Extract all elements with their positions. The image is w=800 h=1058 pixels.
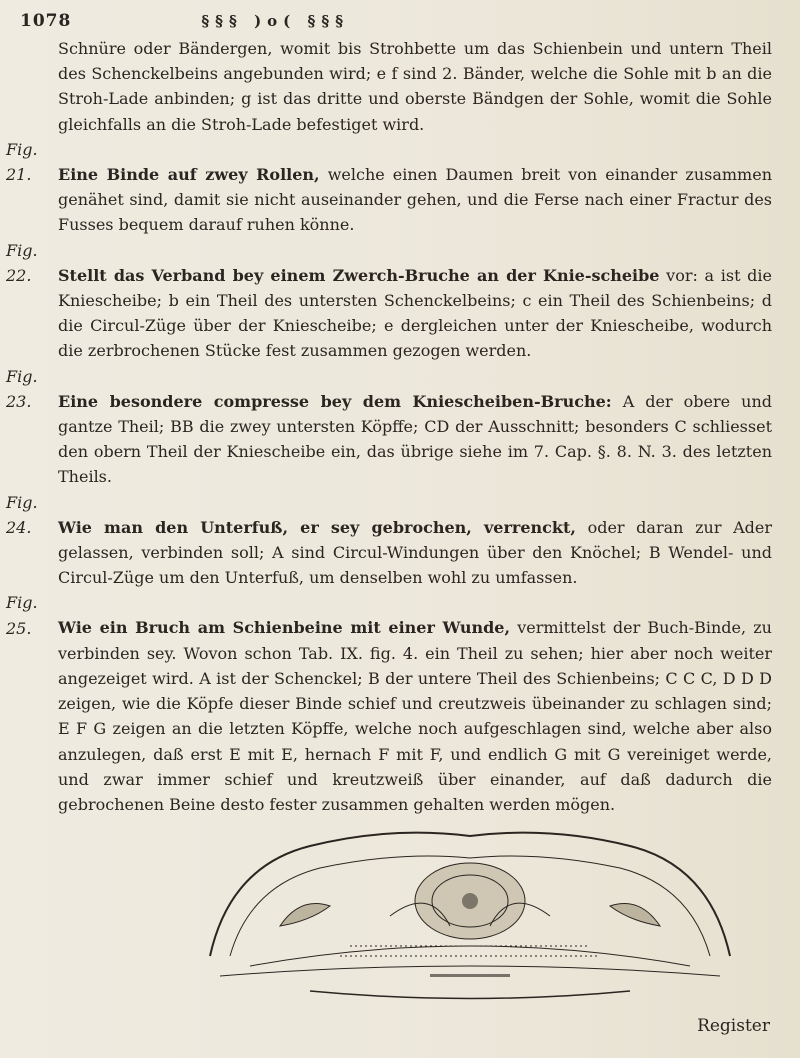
paragraph-fig-22	[6, 238, 772, 364]
figure-label: Fig. 21.	[6, 139, 38, 185]
figure-label: Fig. 23.	[6, 366, 38, 411]
engraved-ornament-plate	[190, 806, 750, 1016]
page-number: 1078	[20, 11, 72, 31]
body-text	[6, 36, 773, 817]
page-header	[20, 6, 780, 36]
figure-label: Fig. 25.	[6, 593, 38, 638]
paragraph-heading: Eine Binde auf zwey Rollen,	[58, 165, 320, 185]
catchword: Register	[697, 1016, 770, 1036]
paragraph-fig-24	[6, 490, 773, 591]
paragraph-intro	[58, 36, 772, 137]
paragraph-text: Schnüre oder Bändergen, womit bis Strohbette um das Schienbein und untern Theil des Schenckelbeins angebunden wird; e f sind 2. Bänder, welche die Sohle mit b an die Stroh-Lade anbinden; g ist das dritte und oberste Bändgen der Sohle, womit die Sohle gleichfalls an die Stroh-Lade befestiget wird.	[58, 39, 772, 134]
figure-label: Fig. 24.	[6, 492, 38, 537]
paragraph-fig-23	[6, 364, 772, 490]
paragraph-text: vermittelst der Buch-Binde, zu verbinden sey. Wovon schon Tab. IX. fig. 4. ein Theil zu sehen; hier aber noch weiter angezeiget wird. A ist der Schenckel; B der untere Theil des Schienbeins; C C C, D D D zeigen, wie die Köpfe dieser Binde schief und creutzweis übeinander zu schlagen sind; E F G zeigen an die letzten Köpffe, welche noch aufgeschlagen sind, welche aber also anzulegen, daß erst E mit E, hernach F mit F, und endlich G mit G vereiniget werde, und zwar immer schief und kreutzweiß über einander, auf daß dadurch die gebrochenen Beine desto fester zusammen gehalten werden mögen.	[58, 618, 772, 815]
paragraph-text: oder daran zur Ader gelassen, verbinden soll; A sind Circul-Windungen über den Knöchel; B Wendel- und Circul-Züge um den Unterfuß, um denselben wohl zu umfassen.	[58, 517, 773, 588]
paragraph-heading: Stellt das Verband bey einem Zwerch-Bruche an der Knie-scheibe	[58, 265, 660, 285]
paragraph-heading: Eine besondere compresse bey dem Kniescheiben-Bruche:	[58, 391, 612, 411]
paragraph-heading: Wie man den Unterfuß, er sey gebrochen, verrenckt,	[58, 517, 576, 537]
paragraph-text: A der obere und gantze Theil; BB die zwey untersten Köpffe; CD der Ausschnitt; besonders C schliesset den obern Theil der Kniescheibe ein, das übrige siehe im 7. Cap. §. 8. N. 3. des letzten Theils.	[58, 391, 772, 487]
paragraph-text: welche einen Daumen breit von einander zusammen genähet sind, damit sie nicht auseinander gehen, und die Ferse nach einer Fractur des Fusses bequem darauf ruhen könne.	[58, 165, 772, 235]
figure-label: Fig. 22.	[6, 240, 38, 285]
paragraph-text: vor: a ist die Kniescheibe; b ein Theil des untersten Schenckelbeins; c ein Theil des Schienbeins; d die Circul-Züge über der Kniescheibe; e dergleichen unter der Kniescheibe, wodurch die zerbrochenen Stücke fest zusammen gezogen werden.	[58, 265, 772, 361]
header-ornament: §§§ )o( §§§	[201, 12, 350, 30]
paragraph-fig-25	[6, 590, 772, 817]
paragraph-heading: Wie ein Bruch am Schienbeine mit einer Wunde,	[58, 618, 511, 638]
paragraph-fig-21	[6, 137, 772, 238]
